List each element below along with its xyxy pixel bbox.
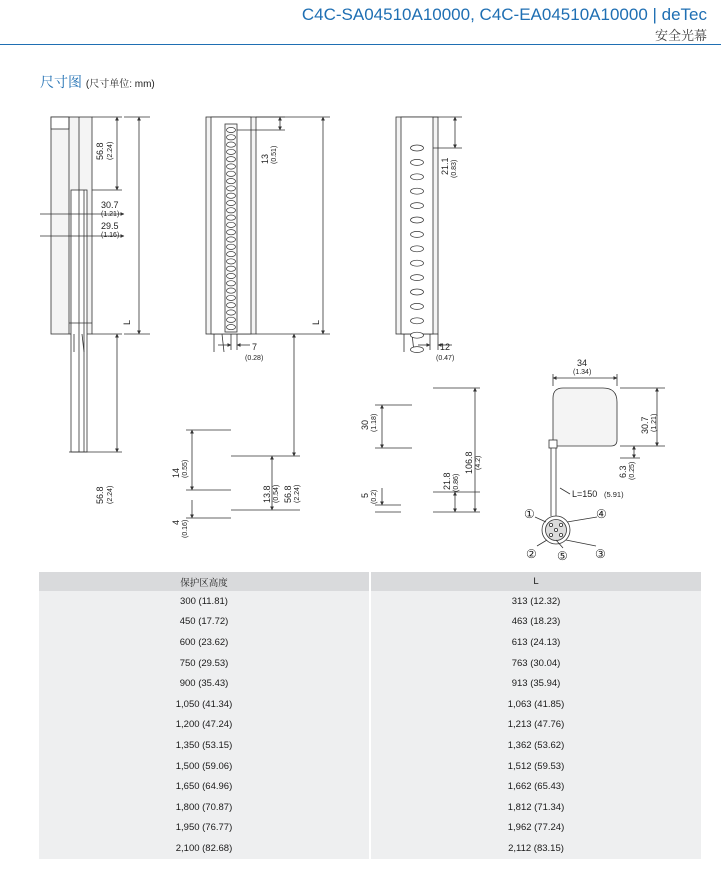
- sender-beam-element: [227, 281, 236, 286]
- receiver-beam-element: [411, 347, 424, 353]
- page-header-subtitle: 安全光幕: [654, 28, 707, 43]
- receiver-beam-element: [411, 260, 424, 266]
- cell-length: 1,662 (65.43): [370, 776, 701, 797]
- cable-length-inch: (5.91): [604, 490, 624, 499]
- profile-dim-offset-inch: (0.25): [629, 461, 636, 480]
- side-dim-depth1: 30.7: [101, 200, 119, 210]
- sender-dim-top: 13: [260, 153, 270, 164]
- receiver-beam-element: [411, 289, 424, 295]
- profile-dim-offset: 6.3: [618, 465, 628, 478]
- cell-length: 1,512 (59.53): [370, 756, 701, 777]
- cell-protective-height: 1,200 (47.24): [39, 715, 370, 736]
- sender-dim-pitch: 14: [171, 467, 181, 478]
- receiver-beam-element: [411, 246, 424, 252]
- profile-dim-height: 30.7: [640, 416, 650, 434]
- sender-dim-width: 7: [252, 342, 258, 352]
- sender-beam-element: [227, 295, 236, 300]
- table-row: [39, 632, 701, 653]
- side-dim-depth2: 29.5: [101, 221, 119, 231]
- side-view: [40, 117, 150, 452]
- cell-protective-height: 1,650 (64.96): [39, 776, 370, 797]
- cell-protective-height: 600 (23.62): [39, 632, 370, 653]
- receiver-dim-pitch: 30: [360, 419, 370, 430]
- receiver-beam-element: [411, 303, 424, 309]
- pin-label-2: ②: [526, 547, 537, 561]
- sender-dim-bottom-inch: (0.16): [182, 519, 189, 538]
- table-row: [39, 591, 701, 612]
- table-row: [39, 735, 701, 756]
- pin-label-5: ⑤: [557, 549, 568, 563]
- sender-beam-element: [227, 303, 236, 308]
- receiver-beam-units: [411, 145, 424, 353]
- receiver-beam-element: [411, 188, 424, 194]
- pin-label-3: ③: [595, 547, 606, 561]
- receiver-dim-lower2-inch: (4.2): [475, 455, 482, 470]
- cell-protective-height: 2,100 (82.68): [39, 838, 370, 859]
- side-dim-bottom: 56.8: [95, 486, 105, 504]
- cell-length: 1,063 (41.85): [370, 694, 701, 715]
- sender-beam-element: [227, 171, 236, 176]
- receiver-beam-element: [411, 318, 424, 324]
- section-title-text: 尺寸图: [40, 74, 82, 90]
- side-dim-top-inch: (2.24): [107, 141, 114, 160]
- side-dim-top: 56.8: [95, 142, 105, 160]
- cell-protective-height: 1,350 (53.15): [39, 735, 370, 756]
- cell-length: 1,362 (53.62): [370, 735, 701, 756]
- sender-beam-element: [227, 179, 236, 184]
- receiver-dim-lower1-inch: (0.86): [453, 473, 460, 492]
- sender-beam-element: [227, 186, 236, 191]
- sender-beam-element: [227, 237, 236, 242]
- sender-beam-element: [227, 142, 236, 147]
- section-subtitle: (尺寸单位: mm): [85, 79, 155, 90]
- sender-beam-element: [227, 149, 236, 154]
- table-row: [39, 653, 701, 674]
- receiver-dim-top: 21.1: [440, 157, 450, 175]
- sender-beam-element: [227, 193, 236, 198]
- sender-beam-element: [227, 325, 236, 330]
- sender-dim-lower2-inch: (2.24): [294, 484, 301, 503]
- receiver-dim-top-inch: (0.83): [451, 159, 458, 178]
- cell-length: 1,213 (47.76): [370, 715, 701, 736]
- table-header-row: [39, 572, 701, 591]
- page-header-title: C4C-SA04510A10000, C4C-EA04510A10000 | deTec: [301, 5, 707, 24]
- cell-length: 1,812 (71.34): [370, 797, 701, 818]
- table-row: [39, 612, 701, 633]
- table-row: [39, 776, 701, 797]
- cell-length: 2,112 (83.15): [370, 838, 701, 859]
- pin-label-1: ①: [524, 507, 535, 521]
- sender-beam-element: [227, 222, 236, 227]
- receiver-dim-bottom: 5: [360, 492, 370, 498]
- side-dim-depth1-inch: (1.21): [101, 211, 120, 218]
- sender-dim-width-inch: (0.28): [245, 355, 264, 362]
- receiver-dim-bottom-inch: (0.2): [371, 489, 378, 504]
- receiver-beam-element: [411, 174, 424, 180]
- sender-dim-top-inch: (0.51): [271, 145, 278, 164]
- sender-beam-element: [227, 310, 236, 315]
- col-protective-height: 保护区高度: [39, 572, 370, 591]
- receiver-dim-lower2: 106.8: [464, 451, 474, 474]
- profile-dim-width: 34: [577, 358, 588, 368]
- cell-length: 1,962 (77.24): [370, 818, 701, 839]
- sender-beam-element: [227, 215, 236, 220]
- receiver-dim-width-inch: (0.47): [436, 355, 455, 362]
- cell-protective-height: 1,800 (70.87): [39, 797, 370, 818]
- side-view-labels: [95, 142, 132, 504]
- sender-dim-length: L: [311, 319, 321, 325]
- cell-length: 463 (18.23): [370, 612, 701, 633]
- receiver-beam-element: [411, 275, 424, 281]
- cell-protective-height: 300 (11.81): [39, 591, 370, 612]
- profile-dim-height-inch: (1.21): [651, 413, 658, 432]
- receiver-beam-element: [411, 159, 424, 165]
- cell-protective-height: 450 (17.72): [39, 612, 370, 633]
- cell-protective-height: 750 (29.53): [39, 653, 370, 674]
- sender-beam-element: [227, 135, 236, 140]
- sender-dim-lower1-inch: (0.54): [273, 484, 280, 503]
- sender-dim-pitch-inch: (0.55): [182, 459, 189, 478]
- sender-view: [186, 117, 330, 518]
- sender-beam-element: [227, 266, 236, 271]
- receiver-dim-width: 12: [440, 342, 451, 352]
- side-dim-bottom-inch: (2.24): [107, 485, 114, 504]
- table-row: [39, 694, 701, 715]
- sender-dim-lower1: 13.8: [262, 485, 272, 503]
- side-dim-depth2-inch: (1.16): [101, 232, 120, 239]
- sender-dim-bottom: 4: [171, 519, 181, 525]
- sender-beam-element: [227, 273, 236, 278]
- pin-label-4: ④: [596, 507, 607, 521]
- cell-protective-height: 1,500 (59.06): [39, 756, 370, 777]
- col-length: L: [370, 572, 701, 591]
- sender-beam-element: [227, 200, 236, 205]
- cell-length: 763 (30.04): [370, 653, 701, 674]
- profile-view: [535, 374, 665, 548]
- sender-beam-element: [227, 208, 236, 213]
- cell-length: 913 (35.94): [370, 673, 701, 694]
- sender-beam-element: [227, 244, 236, 249]
- sender-beam-element: [227, 230, 236, 235]
- dimension-table: [39, 572, 701, 859]
- receiver-dim-lower1: 21.8: [442, 472, 452, 490]
- sender-beam-element: [227, 288, 236, 293]
- table-row: [39, 673, 701, 694]
- receiver-beam-element: [411, 231, 424, 237]
- receiver-beam-element: [411, 217, 424, 223]
- sender-beam-element: [227, 127, 236, 132]
- sender-beam-element: [227, 317, 236, 322]
- table-row: [39, 838, 701, 859]
- sender-beam-element: [227, 157, 236, 162]
- sender-beam-element: [227, 259, 236, 264]
- receiver-dim-pitch-inch: (1.18): [371, 413, 378, 432]
- receiver-beam-element: [411, 203, 424, 209]
- receiver-beam-element: [411, 145, 424, 151]
- sender-beam-element: [227, 164, 236, 169]
- side-dim-length: L: [122, 319, 132, 325]
- table-row: [39, 797, 701, 818]
- cable-length: L=150: [572, 489, 598, 499]
- cell-protective-height: 1,950 (76.77): [39, 818, 370, 839]
- cell-length: 313 (12.32): [370, 591, 701, 612]
- cell-protective-height: 1,050 (41.34): [39, 694, 370, 715]
- receiver-beam-element: [411, 332, 424, 338]
- cell-length: 613 (24.13): [370, 632, 701, 653]
- sender-dim-lower2: 56.8: [283, 485, 293, 503]
- profile-dim-width-inch: (1.34): [573, 369, 592, 376]
- cell-protective-height: 900 (35.43): [39, 673, 370, 694]
- table-row: [39, 715, 701, 736]
- table-row: [39, 818, 701, 839]
- sender-beam-element: [227, 252, 236, 257]
- table-row: [39, 756, 701, 777]
